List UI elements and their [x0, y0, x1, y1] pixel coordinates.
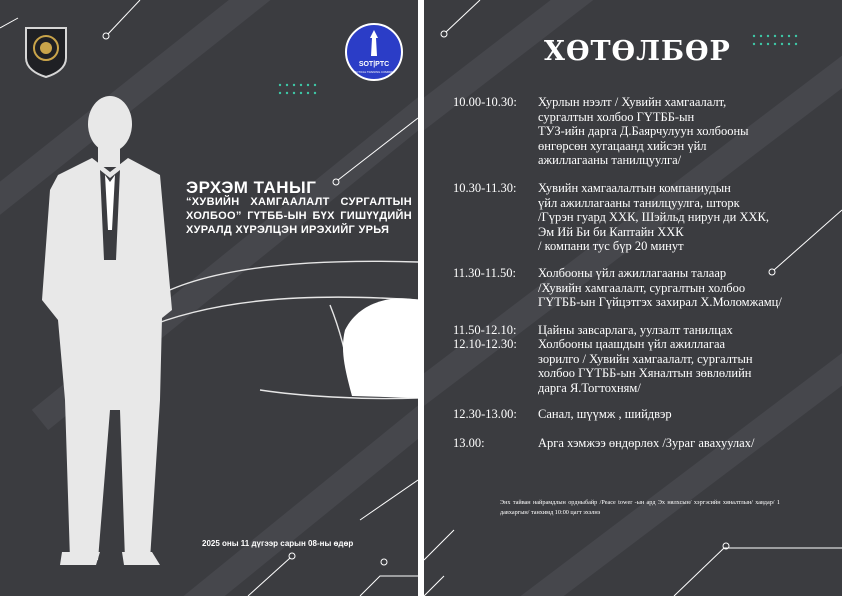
- decorative-lines: [0, 0, 418, 596]
- schedule-desc: Цайны завсарлага, уулзалт танилцах: [538, 323, 733, 337]
- invite-heading: ЭРХЭМ ТАНЫГ: [186, 178, 317, 197]
- schedule-desc: Санал, шүүмж , шийдвэр: [538, 407, 672, 421]
- invitation-panel: [0, 0, 418, 596]
- venue-note: Энх тайван найрамдлын ордныбайр /Peace tower -ын ард Эх нялхсын/ хэргэсийн хяналтлын/ хавдар/ 1 давхаргын/ танхимд 10:00 цагт эхэлнэ: [500, 499, 780, 516]
- schedule-time: 11.30-11.50:: [453, 266, 516, 280]
- schedule-time: 12.10-12.30:: [453, 337, 517, 351]
- schedule-time: 11.50-12.10:: [453, 323, 517, 337]
- association-logo: [22, 24, 70, 78]
- schedule-desc: Холбооны үйл ажиллагааны талаар /Хувийн хамгаалалт, сургалтын холбоо ГҮТББ-ын Гүйцэтгэх захирал Х.Моломжамц/: [538, 266, 782, 309]
- schedule-desc: Хурлын нээлт / Хувийн хамгаалалт, сургалтын холбоо ГҮТББ-ын ТУЗ-ийн дарга Д.Баярчулуун холбооны өнгөрсөн хугацаанд хийсэн үйл ажиллагааны танилцуулга/: [538, 95, 749, 167]
- schedule-time: 10.00-10.30:: [453, 95, 517, 109]
- program-panel: [424, 0, 842, 596]
- schedule-desc: Холбооны цаашдын үйл ажиллагаа зорилго / Хувийн хамгаалалт, сургалтын холбоо ГҮТББ-ын Хяналтын зөвлөлийн дарга Я.Тогтохням/: [538, 337, 753, 395]
- schedule-time: 12.30-13.00:: [453, 407, 517, 421]
- event-date: 2025 оны 11 дүгээр сарын 08-ны өдөр: [202, 539, 354, 548]
- sotptc-logo: [344, 22, 404, 82]
- schedule-desc: Арга хэмжээ өндөрлөх /Зураг авахуулах/: [538, 436, 755, 450]
- program-title: ХӨТӨЛБӨР: [544, 36, 731, 67]
- schedule-time: 13.00:: [453, 436, 485, 450]
- logo-text: SOT|PTC: [358, 61, 390, 68]
- schedule-time: 10.30-11.30:: [453, 181, 517, 195]
- logo-subtext: TACTICAL TRAINING COMPANY: [352, 70, 396, 74]
- invite-body: “ХУВИЙН ХАМГААЛАЛТ СУРГАЛТЫН ХОЛБОО” ГҮТББ-ЫН БҮХ ГИШҮҮДИЙН ХУРАЛД ХҮРЭЛЦЭН ИРЭХИЙГ УРЬЯ: [186, 196, 412, 236]
- schedule-desc: Хувийн хамгаалалтын компаниудын үйл ажиллагааны танилцуулга, шторк /Гүрэн гуард ХХК, Шэйльд нирун ди ХХК, Эм Ий Би би Каптайн ХХК / компани тус бүр 20 минут: [538, 181, 769, 253]
